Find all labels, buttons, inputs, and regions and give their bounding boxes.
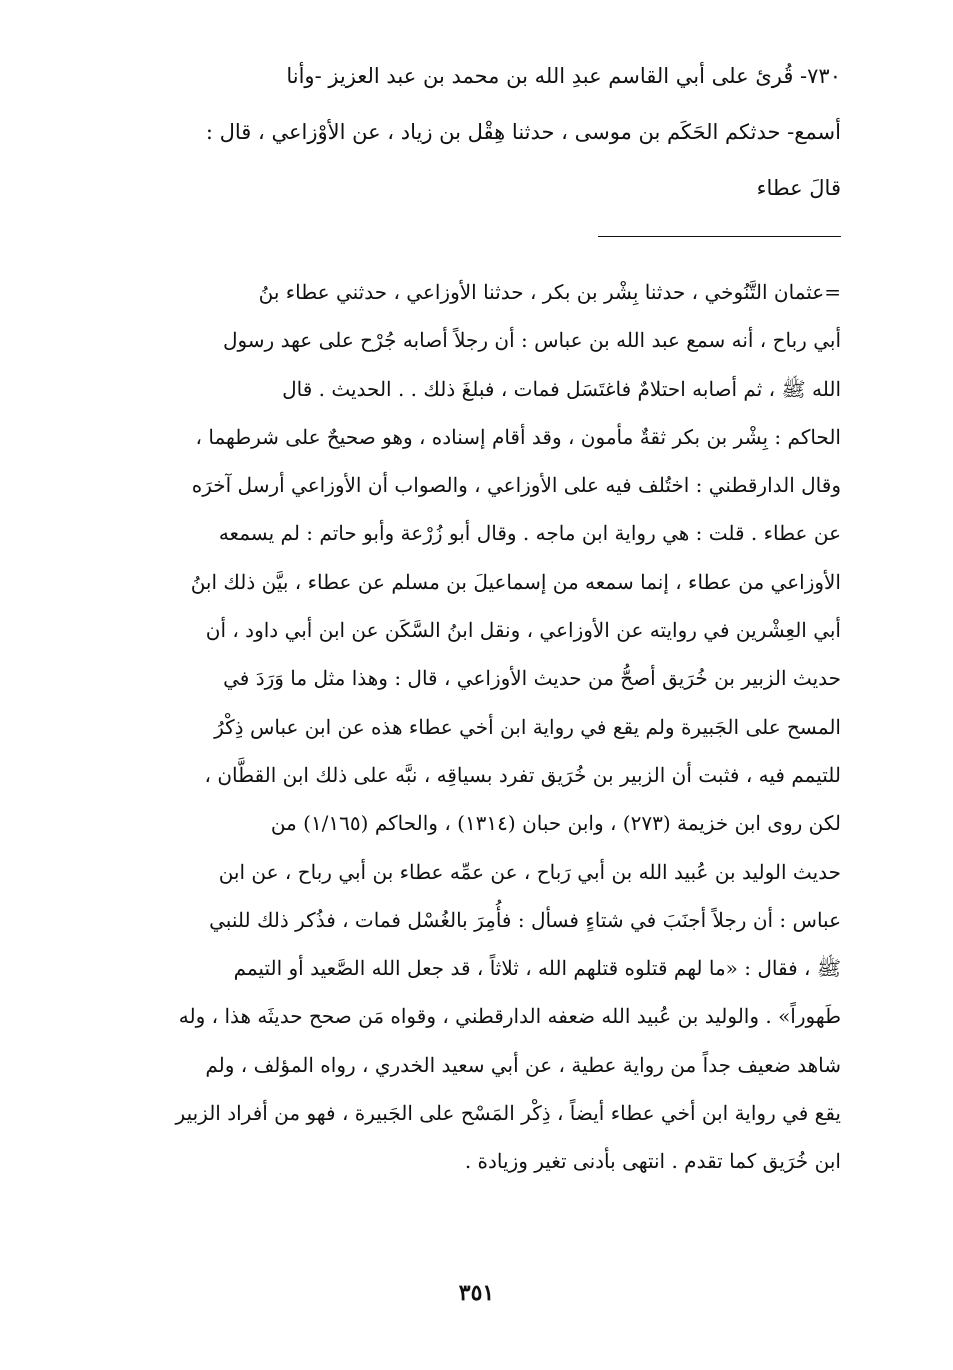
page-number: ٣٥١ xyxy=(458,1280,495,1306)
footnote-line: أبي رباح ، أنه سمع عبد الله بن عباس : أن رجلاً أصابه جُرْح على عهد رسول xyxy=(222,328,841,353)
footnote-line: عباس : أن رجلاً أجنَبَ في شتاءٍ فسأل : فأُمِرَ بالغُسْل فمات ، فذُكر ذلك للنبي xyxy=(209,907,841,932)
footnote-line: يقع في رواية ابن أخي عطاء أيضاً ، ذِكْر المَسْح على الجَبيرة ، فهو من أفراد الزبير xyxy=(175,1101,841,1126)
footnote-line: طَهوراً» . والوليد بن عُبيد الله ضعفه الدارقطني ، وقواه مَن صحح حديثَه هذا ، وله xyxy=(178,1004,841,1029)
footnote-line: عن عطاء . قلت : هي رواية ابن ماجه . وقال أبو زُرْعة وأبو حاتم : لم يسمعه xyxy=(218,521,841,546)
footnote-line: ﷺ ، فقال : «ما لهم قتلوه قتلهم الله ، ثلاثاً ، قد جعل الله الصَّعيد أو التيمم xyxy=(233,956,841,981)
footnote-line: حديث الوليد بن عُبيد الله بن أبي رَباح ، عن عمِّه عطاء بن أبي رباح ، عن ابن xyxy=(218,859,841,884)
main-text-line: قالَ عطاء xyxy=(756,176,841,200)
footnote-line: =عثمان التَّنُوخي ، حدثنا بِشْر بن بكر ، حدثنا الأوزاعي ، حدثني عطاء بنُ xyxy=(258,280,841,304)
footnote-line: شاهد ضعيف جداً من رواية عطية ، عن أبي سعيد الخدري ، رواه المؤلف ، ولم xyxy=(205,1052,841,1077)
footnote-line: للتيمم فيه ، فثبت أن الزبير بن خُرَيق تفرد بسياقِه ، نبَّه على ذلك ابن القطَّان ، xyxy=(204,762,841,787)
footnote-line: الله ﷺ ، ثم أصابه احتلامٌ فاغتَسَل فمات ، فبلغَ ذلك . . الحديث . قال xyxy=(282,376,841,401)
footnote-line: ابن خُرَيق كما تقدم . انتهى بأدنى تغير وزيادة . xyxy=(464,1149,841,1174)
footnote-line: أبي العِشْرين في روايته عن الأوزاعي ، ونقل ابنُ السَّكَن عن ابن أبي داود ، أن xyxy=(205,618,841,643)
footnote-text xyxy=(106,268,841,1186)
footnote-divider xyxy=(598,236,841,237)
footnote-line: لكن روى ابن خزيمة (٢٧٣) ، وابن حبان (١٣١٤) ، والحاكم (١/١٦٥) من xyxy=(270,811,841,836)
footnote-line: وقال الدارقطني : اختُلف فيه على الأوزاعي ، والصواب أن الأوزاعي أرسل آخرَه xyxy=(191,473,841,498)
footnote-line: المسح على الجَبيرة ولم يقع في رواية ابن أخي عطاء هذه عن ابن عباس ذِكْرُ xyxy=(214,714,841,739)
main-text-line: أسمع- حدثكم الحَكَم بن موسى ، حدثنا هِقْل بن زياد ، عن الأوْزاعي ، قال : xyxy=(205,120,841,144)
main-hadith-text xyxy=(106,48,841,216)
footnote-line: الحاكم : بِشْر بن بكر ثقةٌ مأمون ، وقد أقام إسناده ، وهو صحيحٌ على شرطهما ، xyxy=(195,424,841,449)
footnote-line: حديث الزبير بن خُرَيق أصحُّ من حديث الأوزاعي ، قال : وهذا مثل ما وَرَدَ في xyxy=(223,666,841,691)
footnote-line: الأوزاعي من عطاء ، إنما سمعه من إسماعيلَ بن مسلم عن عطاء ، بيَّن ذلك ابنُ xyxy=(190,569,841,594)
main-text-line: ٧٣٠- قُرئ على أبي القاسم عبدِ الله بن محمد بن عبد العزيز -وأنا xyxy=(286,64,841,88)
